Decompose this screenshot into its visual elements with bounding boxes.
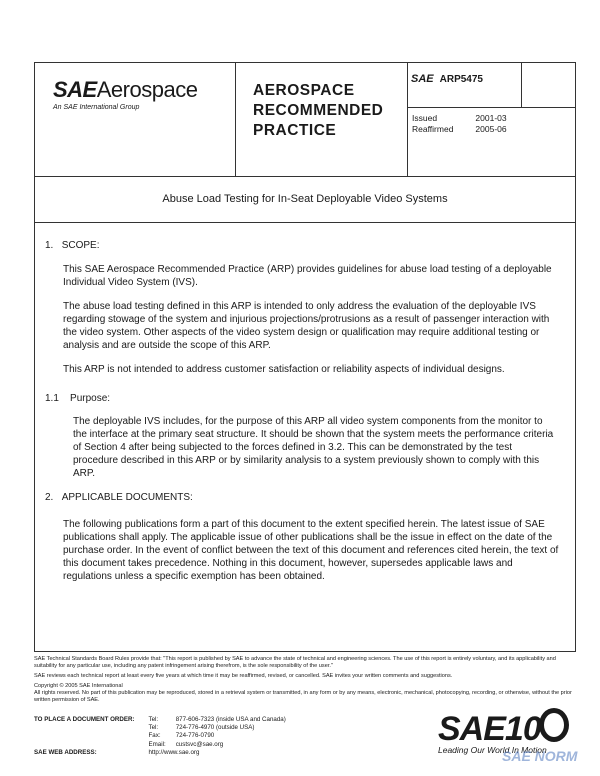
order-label: TO PLACE A DOCUMENT ORDER:: [34, 716, 135, 723]
web-link[interactable]: http://www.sae.org: [148, 748, 200, 756]
doc-type-line-1: AEROSPACE: [253, 82, 355, 99]
section-1-paragraph-2: The abuse load testing defined in this ARP is intended to only address the evaluation of the deployable IVS regarding stowage of the system and injurious projections/protrusions as a result of passenger interaction with the video system. Other aspects of the video system design or qualification may require additional testing or analysis and are outside the scope of this ARP.: [63, 301, 550, 351]
section-1-title: SCOPE:: [61, 240, 100, 251]
sae-norm-watermark: SAE NORM: [502, 748, 578, 764]
logo-bold: SAE: [53, 77, 97, 102]
logo-subtitle: An SAE International Group: [53, 104, 140, 111]
issued-label: Issued: [412, 113, 438, 123]
doc-type-line-2: RECOMMENDED: [253, 102, 384, 119]
doc-number-divider: [521, 63, 522, 107]
document-title: Abuse Load Testing for In-Seat Deployable Video Systems: [162, 193, 448, 205]
order-info: [34, 716, 296, 757]
footer-rules: SAE Technical Standards Board Rules provide that: "This report is published by SAE to advance the state of technical and engineering sciences. The use of this report is entirely voluntary, and its applicability and suitability for any particular use, including any patent infringement arising therefrom, is the sole responsibility of the user.": [34, 656, 556, 669]
footer-review: SAE reviews each technical report at least every five years at which time it may be reaffirmed, revised, or cancelled. SAE invites your written comments and suggestions.: [34, 673, 453, 679]
tel2-label: Tel:: [148, 724, 159, 732]
logo-zero-ring: [539, 708, 569, 742]
section-2-title: APPLICABLE DOCUMENTS:: [61, 492, 193, 503]
section-1-paragraph-1: This SAE Aerospace Recommended Practice (ARP) provides guidelines for abuse load testing of a deployable Individual Video System (IVS).: [63, 264, 552, 288]
reaffirmed-label: Reaffirmed: [412, 124, 454, 134]
document-frame: [34, 62, 576, 652]
doc-type-line-3: PRACTICE: [253, 122, 337, 139]
email-link[interactable]: custsvc@sae.org: [175, 740, 224, 748]
section-1-1-paragraph: The deployable IVS includes, for the purpose of this ARP all video system components from the monitor to the interface at the primary seat structure. It should be shown that the system meets the performance criteria of Section 4 after being subjected to the forces defined in 3.2. This can be demonstrated by the test procedure described in this ARP or by similarity analysis to a system previously shown to comply with this ARP.: [73, 416, 554, 479]
doc-prefix: SAE: [411, 73, 434, 85]
sae-100-logo-text: SAE1: [438, 710, 523, 748]
web-label: SAE WEB ADDRESS:: [34, 748, 97, 756]
reaffirmed-date: 2005-06: [475, 124, 507, 134]
footer-copyright: Copyright © 2005 SAE International: [34, 683, 123, 689]
section-1-paragraph-3: This ARP is not intended to address customer satisfaction or reliability aspects of individual designs.: [63, 364, 505, 375]
email-label: Email:: [148, 740, 166, 748]
section-1-1-title: Purpose:: [70, 393, 111, 404]
fax-number: 724-776-0790: [175, 732, 215, 740]
section-2-heading: [45, 491, 193, 504]
fax-label: Fax:: [148, 732, 161, 740]
title-bar: [35, 176, 575, 223]
sae-100-logo-suffix: 0: [522, 710, 541, 748]
legal-footer: [34, 656, 574, 707]
logo-light: Aerospace: [96, 77, 198, 102]
header-divider-left: [235, 63, 236, 176]
section-1-1-number: 1.1: [45, 393, 59, 404]
section-1-1-heading: [45, 392, 110, 405]
sae-aerospace-logo: [53, 77, 197, 111]
doc-number: [411, 73, 483, 85]
tel-inside[interactable]: 877-606-7323 (inside USA and Canada): [175, 716, 286, 723]
section-1-number: 1.: [45, 240, 54, 251]
section-2-number: 2.: [45, 492, 54, 503]
section-1-heading: [45, 239, 99, 252]
document-type: [253, 81, 383, 141]
brand-tagline: Leading Our World In Motion: [438, 745, 547, 755]
tel-label: Tel:: [148, 716, 159, 723]
tel-outside[interactable]: 724-776-4970 (outside USA): [175, 724, 255, 732]
section-2-paragraph: The following publications form a part of this document to the extent specified herein. The latest issue of SAE publications shall apply. The applicable issue of other publications shall be the issue in effect on the date of the purchase order. In the event of conflict between the text of this document and references cited herein, the text of this document takes precedence. Nothing in this document, however, supersedes applicable laws and regulations unless a specific exemption has been obtained.: [63, 519, 559, 582]
issued-date: 2001-03: [475, 113, 507, 123]
doc-dates: [412, 113, 529, 135]
sae-100-logo: [438, 708, 588, 749]
footer-rights: All rights reserved. No part of this publication may be reproduced, stored in a retrieval system or transmitted, in any form or by any means, electronic, mechanical, photocopying, recording, or otherwise, without the prior written permission of SAE.: [34, 690, 572, 703]
doc-number-value: ARP5475: [439, 74, 483, 85]
doc-number-box: [407, 63, 575, 108]
